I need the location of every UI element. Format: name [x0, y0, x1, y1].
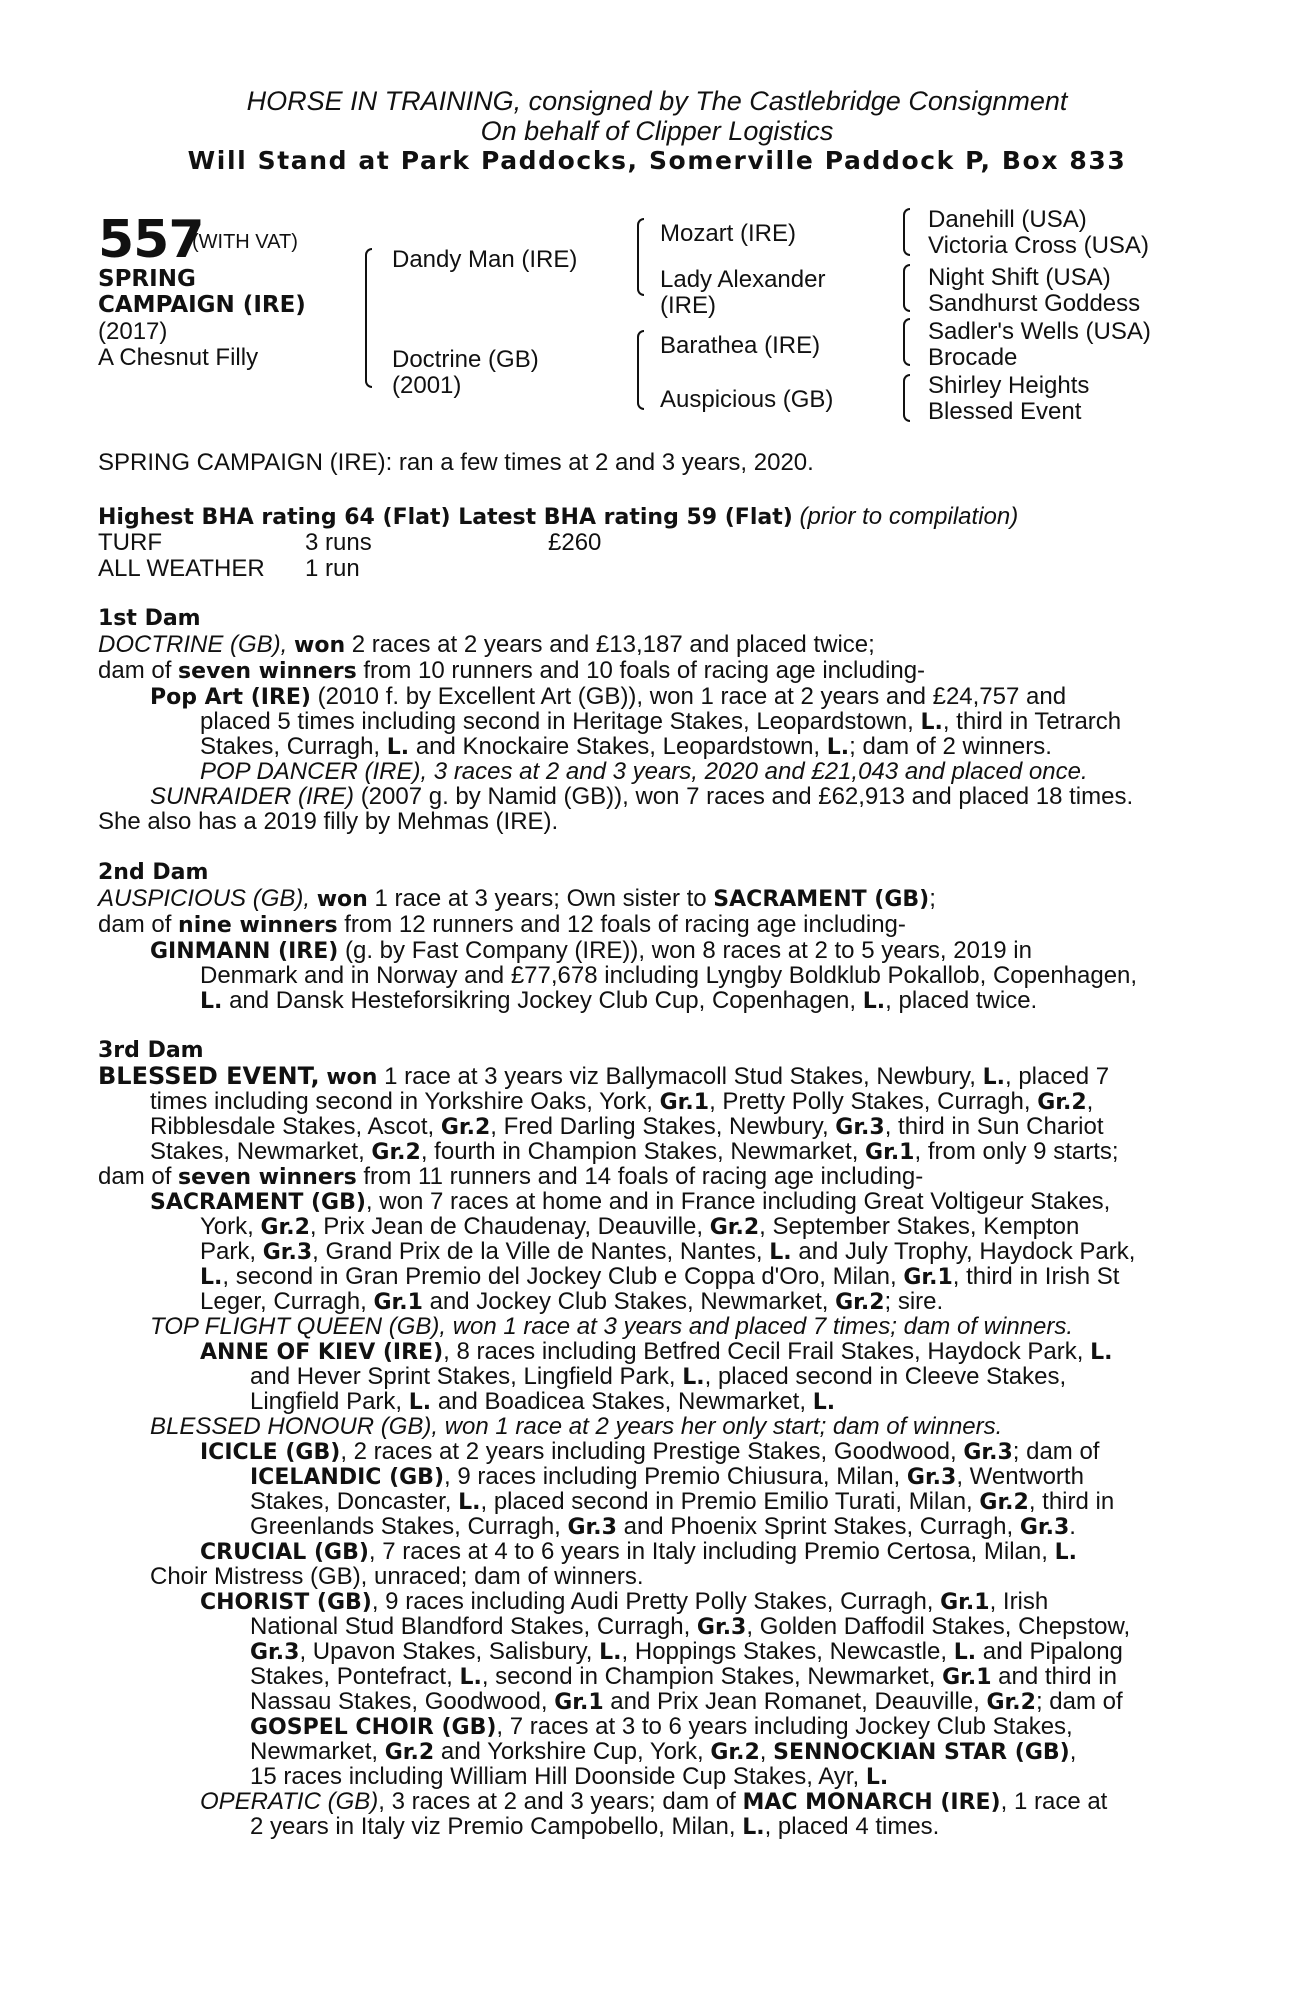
anne-of-kiev-line2: and Hever Sprint Stakes, Lingfield Park, L., placed second in Cleeve Stakes, — [250, 1363, 1067, 1390]
blessed-event-line1: BLESSED EVENT, won 1 race at 3 years viz Ballymacoll Stud Stakes, Newbury, L., placed 7 — [98, 1062, 1110, 1090]
icelandic-line3: Greenlands Stakes, Curragh, Gr.3 and Phoenix Sprint Stakes, Curragh, Gr.3. — [250, 1513, 1076, 1540]
sennockian-line: 15 races including William Hill Doonside Cup Stakes, Ayr, L. — [250, 1763, 889, 1790]
g8: Blessed Event — [928, 398, 1082, 425]
turf-prize: £260 — [548, 529, 602, 556]
consignor-line: HORSE IN TRAINING, consigned by The Castlebridge Consignment — [246, 86, 1068, 116]
bracket-g12 — [900, 208, 910, 256]
sacrament-line2: York, Gr.2, Prix Jean de Chaudenay, Deauville, Gr.2, September Stakes, Kempton — [200, 1213, 1080, 1240]
pop-dancer: POP DANCER (IRE), 3 races at 2 and 3 years, 2020 and £21,043 and placed once. — [200, 758, 1088, 785]
first-dam-line1: DOCTRINE (GB), won 2 races at 2 years and £13,187 and placed twice; — [98, 631, 875, 658]
vat-label: (WITH VAT) — [192, 231, 298, 253]
blessed-event-line2: times including second in Yorkshire Oaks, York, Gr.1, Pretty Polly Stakes, Curragh, Gr.2, — [150, 1088, 1094, 1115]
chorist-line5: Nassau Stakes, Goodwood, Gr.1 and Prix Jean Romanet, Deauville, Gr.2; dam of — [250, 1688, 1123, 1715]
choir-mistress: Choir Mistress (GB), unraced; dam of winners. — [150, 1563, 644, 1590]
g2: Victoria Cross (USA) — [928, 232, 1149, 259]
icicle-line: ICICLE (GB), 2 races at 2 years including Prestige Stakes, Goodwood, Gr.3; dam of — [200, 1438, 1100, 1465]
dam-dam: Auspicious (GB) — [660, 386, 834, 413]
sacrament-line1: SACRAMENT (GB), won 7 races at home and in France including Great Voltigeur Stakes, — [150, 1188, 1111, 1215]
horse-name-line1: SPRING — [98, 266, 196, 292]
first-dam-heading: 1st Dam — [98, 606, 201, 631]
ginmann-line3: L. and Dansk Hesteforsikring Jockey Club Cup, Copenhagen, L., placed twice. — [200, 987, 1038, 1014]
pop-art-line2: placed 5 times including second in Heritage Stakes, Leopardstown, L., third in Tetrarch — [200, 708, 1122, 735]
ratings-text: Highest BHA rating 64 (Flat) Latest BHA rating 59 (Flat) — [98, 505, 793, 530]
blessed-event-line5: dam of seven winners from 11 runners and 14 foals of racing age including- — [98, 1163, 924, 1190]
bracket-g34 — [900, 264, 910, 312]
g1: Danehill (USA) — [928, 206, 1087, 233]
dam-year: (2001) — [392, 372, 462, 399]
operatic-line1: OPERATIC (GB), 3 races at 2 and 3 years; dam of MAC MONARCH (IRE), 1 race at — [200, 1788, 1108, 1815]
g4: Sandhurst Goddess — [928, 290, 1141, 317]
behalf-line: On behalf of Clipper Logistics — [480, 116, 834, 146]
bracket-sire-dam — [362, 248, 372, 388]
chorist-line4: Stakes, Pontefract, L., second in Champion Stakes, Newmarket, Gr.1 and third in — [250, 1663, 1117, 1690]
gospel-choir-line2: Newmarket, Gr.2 and Yorkshire Cup, York, Gr.2, SENNOCKIAN STAR (GB), — [250, 1738, 1077, 1765]
filly-note: She also has a 2019 filly by Mehmas (IRE). — [98, 808, 559, 835]
anne-of-kiev-line3: Lingfield Park, L. and Boadicea Stakes, Newmarket, L. — [250, 1388, 836, 1415]
sire: Dandy Man (IRE) — [392, 246, 578, 273]
sire-dam-2: (IRE) — [660, 292, 716, 319]
pop-art-line1: Pop Art (IRE) (2010 f. by Excellent Art (GB)), won 1 race at 2 years and £24,757 and — [150, 683, 1067, 710]
horse-name-line2: CAMPAIGN (IRE) — [98, 292, 306, 318]
dam: Doctrine (GB) — [392, 346, 539, 373]
sacrament-line5: Leger, Curragh, Gr.1 and Jockey Club Stakes, Newmarket, Gr.2; sire. — [200, 1288, 944, 1315]
crucial-line: CRUCIAL (GB), 7 races at 4 to 6 years in Italy including Premio Certosa, Milan, L. — [200, 1538, 1077, 1565]
sire-sire: Mozart (IRE) — [660, 220, 797, 247]
first-dam-line2: dam of seven winners from 10 runners and 10 foals of racing age including- — [98, 657, 926, 684]
bracket-sire-parents — [634, 218, 644, 296]
blessed-event-line3: Ribblesdale Stakes, Ascot, Gr.2, Fred Darling Stakes, Newbury, Gr.3, third in Sun Chariot — [150, 1113, 1104, 1140]
icelandic-line2: Stakes, Doncaster, L., placed second in Premio Emilio Turati, Milan, Gr.2, third in — [250, 1488, 1115, 1515]
sunraider: SUNRAIDER (IRE) (2007 g. by Namid (GB)), won 7 races and £62,913 and placed 18 times. — [150, 783, 1134, 810]
sire-dam-1: Lady Alexander — [660, 266, 826, 293]
gospel-choir-line1: GOSPEL CHOIR (GB), 7 races at 3 to 6 years including Jockey Club Stakes, — [250, 1713, 1073, 1740]
g5: Sadler's Wells (USA) — [928, 318, 1151, 345]
ratings-note: (prior to compilation) — [799, 503, 1019, 530]
chorist-line1: CHORIST (GB), 9 races including Audi Pretty Polly Stakes, Curragh, Gr.1, Irish — [200, 1588, 1049, 1615]
chorist-line3: Gr.3, Upavon Stakes, Salisbury, L., Hoppings Stakes, Newcastle, L. and Pipalong — [250, 1638, 1123, 1665]
turf-runs: 3 runs — [305, 529, 372, 556]
g7: Shirley Heights — [928, 372, 1090, 399]
sacrament-line4: L., second in Gran Premio del Jockey Club e Coppa d'Oro, Milan, Gr.1, third in Irish St — [200, 1263, 1120, 1290]
icelandic-line1: ICELANDIC (GB), 9 races including Premio Chiusura, Milan, Gr.3, Wentworth — [250, 1463, 1084, 1490]
ratings-line — [98, 504, 1018, 531]
blessed-honour: BLESSED HONOUR (GB), won 1 race at 2 years her only start; dam of winners. — [150, 1413, 1003, 1440]
sacrament-line3: Park, Gr.3, Grand Prix de la Ville de Nantes, Nantes, L. and July Trophy, Haydock Park, — [200, 1238, 1136, 1265]
ginmann-line2: Denmark and in Norway and £77,678 including Lyngby Boldklub Pokallob, Copenhagen, — [200, 962, 1138, 989]
anne-of-kiev-line1: ANNE OF KIEV (IRE), 8 races including Betfred Cecil Frail Stakes, Haydock Park, L. — [200, 1338, 1113, 1365]
second-dam-heading: 2nd Dam — [98, 860, 209, 885]
bracket-dam-parents — [634, 330, 644, 410]
bracket-g56 — [900, 318, 910, 366]
aw-runs: 1 run — [305, 555, 360, 582]
dam-sire: Barathea (IRE) — [660, 332, 821, 359]
foaling-year: (2017) — [98, 318, 168, 345]
bracket-g78 — [900, 374, 910, 422]
turf-label: TURF — [98, 529, 162, 556]
g6: Brocade — [928, 344, 1018, 371]
ginmann-line1: GINMANN (IRE) (g. by Fast Company (IRE)), won 8 races at 2 to 5 years, 2019 in — [150, 937, 1032, 964]
blessed-event-line4: Stakes, Newmarket, Gr.2, fourth in Champion Stakes, Newmarket, Gr.1, from only 9 starts; — [150, 1138, 1119, 1165]
top-flight-queen: TOP FLIGHT QUEEN (GB), won 1 race at 3 years and placed 7 times; dam of winners. — [150, 1313, 1074, 1340]
horse-description: A Chesnut Filly — [98, 344, 259, 371]
pop-art-line3: Stakes, Curragh, L. and Knockaire Stakes, Leopardstown, L.; dam of 2 winners. — [200, 733, 1052, 760]
stand-line: Will Stand at Park Paddocks, Somerville Paddock P, Box 833 — [187, 146, 1127, 175]
aw-label: ALL WEATHER — [98, 555, 265, 582]
g3: Night Shift (USA) — [928, 264, 1111, 291]
second-dam-line2: dam of nine winners from 12 runners and 12 foals of racing age including- — [98, 911, 906, 938]
chorist-line2: National Stud Blandford Stakes, Curragh, Gr.3, Golden Daffodil Stakes, Chepstow, — [250, 1613, 1131, 1640]
lot-number: 557 — [98, 210, 204, 270]
race-summary: SPRING CAMPAIGN (IRE): ran a few times at 2 and 3 years, 2020. — [98, 449, 814, 476]
second-dam-line1: AUSPICIOUS (GB), won 1 race at 3 years; Own sister to SACRAMENT (GB); — [98, 885, 936, 912]
third-dam-heading: 3rd Dam — [98, 1038, 204, 1063]
operatic-line2: 2 years in Italy viz Premio Campobello, Milan, L., placed 4 times. — [250, 1813, 940, 1840]
